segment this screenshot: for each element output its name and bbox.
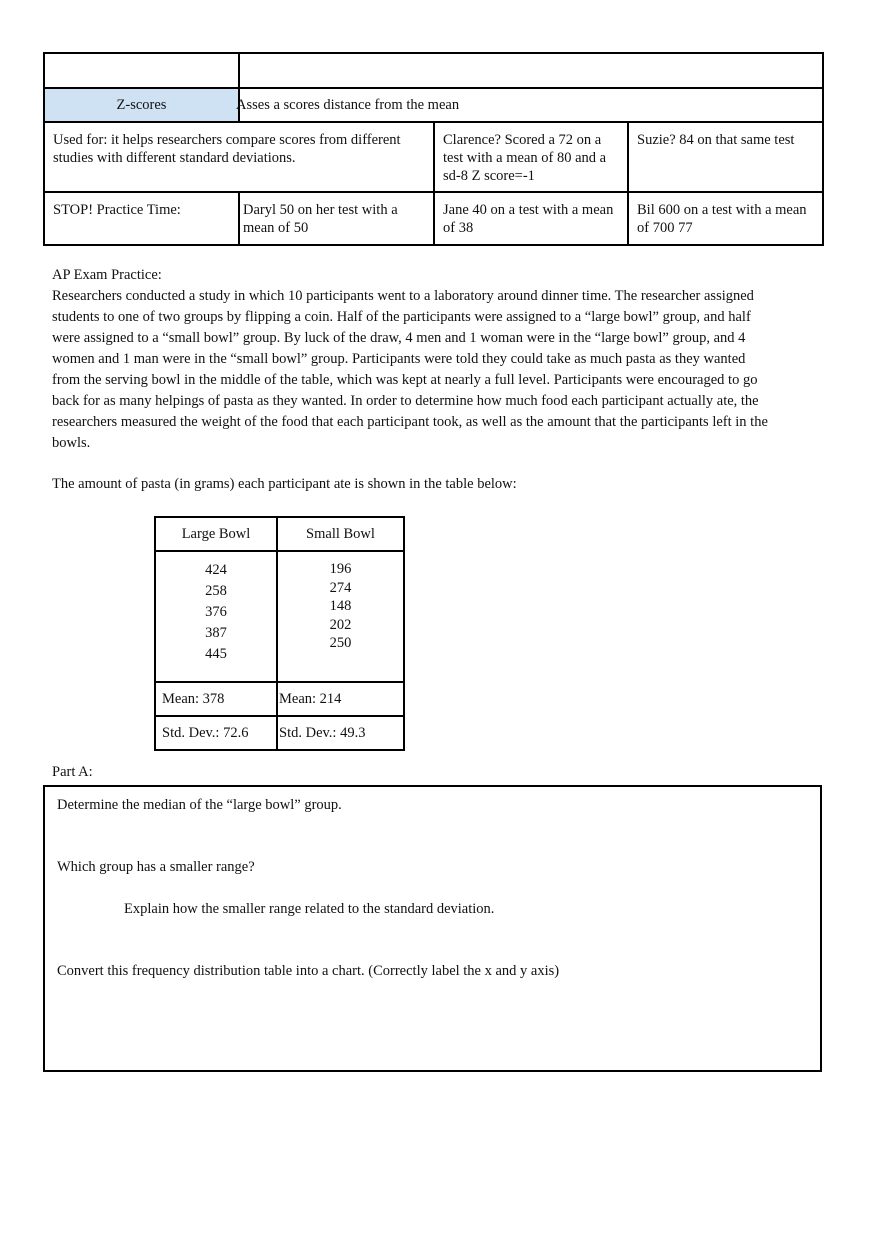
question-median: Determine the median of the “large bowl” group.: [57, 797, 342, 813]
question-explain: Explain how the smaller range related to the standard deviation.: [124, 901, 495, 917]
large-bowl-sd: Std. Dev.: 72.6: [155, 716, 277, 750]
pasta-table-lead: The amount of pasta (in grams) each participant ate is shown in the table below:: [52, 476, 517, 492]
empty-cell: [239, 53, 823, 88]
jane-cell: Jane 40 on a test with a mean of 38: [434, 192, 628, 245]
large-bowl-header: Large Bowl: [155, 517, 277, 551]
clarence-cell: Clarence? Scored a 72 on a test with a mean of 80 and a sd-8 Z score=-1: [434, 122, 628, 192]
ap-practice-title: AP Exam Practice:: [52, 267, 162, 283]
large-bowl-values: [155, 551, 277, 682]
small-bowl-mean: [277, 682, 404, 716]
part-a-box: [43, 785, 822, 1072]
stop-cell: STOP! Practice Time:: [44, 192, 239, 245]
pasta-table: [154, 516, 405, 751]
zscores-label: Z-scores: [44, 88, 239, 122]
zscore-table: [43, 52, 824, 246]
large-bowl-value: 445: [205, 646, 227, 662]
large-bowl-value: 387: [205, 625, 227, 641]
zscores-definition: Asses a scores distance from the mean: [236, 97, 460, 113]
small-bowl-values: [277, 551, 404, 682]
bil-cell: Bil 600 on a test with a mean of 700 77: [628, 192, 823, 245]
small-bowl-value: 196: [329, 561, 352, 577]
large-bowl-value: 424: [205, 562, 227, 578]
small-bowl-value: 148: [329, 598, 352, 614]
small-bowl-value: 250: [329, 635, 352, 651]
small-bowl-value: 274: [329, 579, 352, 596]
small-bowl-header: Small Bowl: [277, 517, 404, 551]
empty-cell: [44, 53, 239, 88]
daryl-text: Daryl 50 on her test with a mean of 50: [243, 202, 398, 236]
suzie-cell: Suzie? 84 on that same test: [628, 122, 823, 192]
small-bowl-sd-text: Std. Dev.: 49.3: [279, 724, 366, 741]
part-a-label: Part A:: [52, 764, 93, 780]
daryl-cell: [239, 192, 434, 245]
large-bowl-value: 376: [205, 604, 227, 620]
large-bowl-value: 258: [205, 583, 227, 599]
zscores-definition-cell: [236, 88, 823, 122]
small-bowl-sd: [277, 716, 404, 750]
question-range: Which group has a smaller range?: [57, 859, 255, 875]
large-bowl-mean: Mean: 378: [155, 682, 277, 716]
question-chart: Convert this frequency distribution table into a chart. (Correctly label the x and y axis): [57, 963, 560, 979]
ap-practice-body: Researchers conducted a study in which 10 participants went to a laboratory around dinner time. The researcher assigned students to one of two groups by flipping a coin. Half of the participants were assigned to a “large bowl” group, and half were assigned to a “small bowl” group. By luck of the draw, 4 men and 1 woman were in the “large bowl” group, and 4 women and 1 man were in the “small bowl” group. Participants were told they could take as much pasta as they wanted from the serving bowl in the middle of the table, which was kept at nearly a full level. Participants were encouraged to go back for as many helpings of pasta as they wanted. In order to determine how much food each participant actually ate, the researchers measured the weight of the food that each participant took, as well as the amount that the participants left in the bowls.: [52, 288, 768, 451]
small-bowl-mean-text: Mean: 214: [279, 690, 342, 707]
used-for-cell: Used for: it helps researchers compare scores from different studies with different standard deviations.: [44, 122, 434, 192]
small-bowl-value: 202: [329, 616, 352, 633]
